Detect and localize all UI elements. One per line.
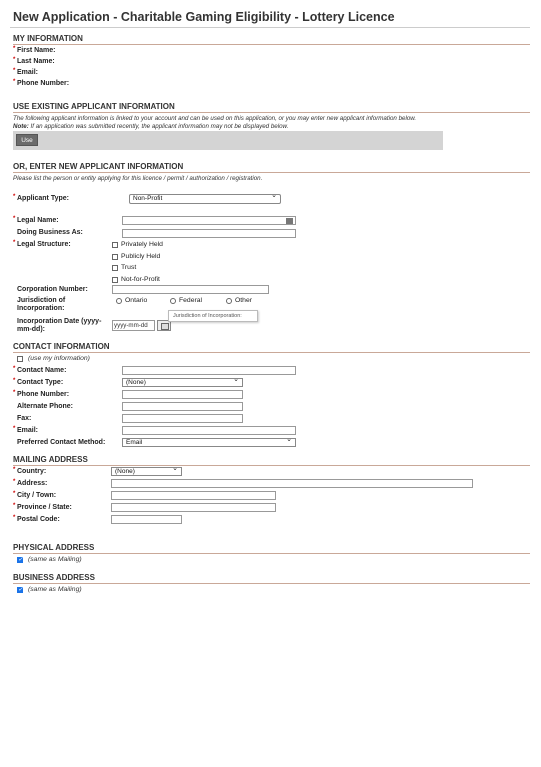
alternate-phone-label: Alternate Phone: (17, 403, 74, 410)
legal-structure-label: * Legal Structure: (13, 240, 71, 248)
fax-label: Fax: (17, 415, 32, 422)
city-label: * City / Town: (13, 491, 57, 499)
jurisdiction-other[interactable]: Other (226, 297, 252, 304)
checkbox[interactable] (17, 587, 23, 593)
section-physical-address: PHYSICAL ADDRESS (13, 543, 95, 552)
corporation-number-input[interactable] (112, 285, 269, 294)
checkbox[interactable] (17, 557, 23, 563)
fax-input[interactable] (122, 414, 243, 423)
section-mailing-address: MAILING ADDRESS (13, 455, 88, 464)
contact-name-input[interactable] (122, 366, 296, 375)
checkbox[interactable] (112, 242, 118, 248)
structure-trust[interactable]: Trust (112, 264, 136, 271)
section-my-information: MY INFORMATION (13, 34, 83, 43)
incorporation-date-label: Incorporation Date (yyyy-mm-dd): (17, 318, 102, 333)
use-my-information[interactable]: (use my information) (17, 355, 90, 362)
section-use-existing: USE EXISTING APPLICANT INFORMATION (13, 102, 175, 111)
title-divider (10, 27, 530, 28)
contact-email-label: * Email: (13, 426, 39, 434)
radio-button[interactable] (116, 298, 122, 304)
existing-note-recent: Note: If an application was submitted recently, the applicant information may not be displayed below. (13, 123, 289, 130)
section-divider (13, 352, 530, 353)
address-input[interactable] (111, 479, 473, 488)
province-label: * Province / State: (13, 503, 72, 511)
existing-note: The following applicant information is linked to your account and can be used on this application, or you may enter new applicant information below. (13, 115, 417, 122)
use-button[interactable]: Use (16, 134, 38, 146)
applicant-type-select[interactable]: Non-Profit ⌄ (129, 194, 281, 204)
jurisdiction-tooltip: Jurisdiction of Incorporation: (168, 310, 258, 322)
section-divider (13, 172, 530, 173)
section-new-applicant: OR, ENTER NEW APPLICANT INFORMATION (13, 162, 184, 171)
contact-type-select[interactable]: (None) ⌄ (122, 378, 243, 387)
section-business-address: BUSINESS ADDRESS (13, 573, 95, 582)
use-bar (13, 131, 443, 150)
checkbox[interactable] (17, 356, 23, 362)
email-label: * Email: (13, 68, 39, 76)
legal-name-input[interactable] (122, 216, 296, 225)
country-select[interactable]: (None) ⌄ (111, 467, 182, 476)
country-label: * Country: (13, 467, 47, 475)
legal-name-label: * Legal Name: (13, 216, 59, 224)
applicant-type-label: * Applicant Type: (13, 194, 69, 202)
section-divider (13, 465, 530, 466)
page-title: New Application - Charitable Gaming Eligibility - Lottery Licence (13, 10, 395, 24)
section-divider (13, 553, 530, 554)
checkbox[interactable] (112, 254, 118, 260)
postal-code-input[interactable] (111, 515, 182, 524)
postal-code-label: * Postal Code: (13, 515, 60, 523)
city-input[interactable] (111, 491, 276, 500)
structure-privately-held[interactable]: Privately Held (112, 241, 163, 248)
doing-business-input[interactable] (122, 229, 296, 238)
address-label: * Address: (13, 479, 48, 487)
preferred-contact-label: Preferred Contact Method: (17, 439, 106, 446)
new-applicant-note: Please list the person or entity applying for this licence / permit / authorization / registration. (13, 175, 263, 182)
phone-label: * Phone Number: (13, 79, 70, 87)
structure-publicly-held[interactable]: Publicly Held (112, 253, 160, 260)
last-name-label: * Last Name: (13, 57, 55, 65)
preferred-contact-select[interactable]: Email ⌄ (122, 438, 296, 447)
structure-not-for-profit[interactable]: Not-for-Profit (112, 276, 160, 283)
first-name-label: * First Name: (13, 46, 56, 54)
physical-same-as-mailing[interactable]: ✓ (same as Mailing) (17, 556, 82, 563)
incorporation-date-input[interactable]: yyyy-mm-dd (112, 320, 155, 331)
checkbox[interactable] (112, 277, 118, 283)
province-input[interactable] (111, 503, 276, 512)
section-divider (13, 112, 530, 113)
radio-button[interactable] (226, 298, 232, 304)
section-divider (13, 44, 530, 45)
corporation-number-label: Corporation Number: (17, 286, 88, 293)
jurisdiction-ontario[interactable]: Ontario (116, 297, 147, 304)
jurisdiction-label: Jurisdiction of Incorporation: (17, 297, 66, 312)
business-same-as-mailing[interactable]: ✓ (same as Mailing) (17, 586, 82, 593)
checkbox[interactable] (112, 265, 118, 271)
contact-type-label: * Contact Type: (13, 378, 64, 386)
jurisdiction-federal[interactable]: Federal (170, 297, 202, 304)
field-menu-icon (286, 218, 293, 224)
contact-phone-label: * Phone Number: (13, 390, 70, 398)
contact-email-input[interactable] (122, 426, 296, 435)
section-contact: CONTACT INFORMATION (13, 342, 110, 351)
section-divider (13, 583, 530, 584)
doing-business-label: Doing Business As: (17, 229, 83, 236)
contact-name-label: * Contact Name: (13, 366, 67, 374)
contact-phone-input[interactable] (122, 390, 243, 399)
radio-button[interactable] (170, 298, 176, 304)
alternate-phone-input[interactable] (122, 402, 243, 411)
